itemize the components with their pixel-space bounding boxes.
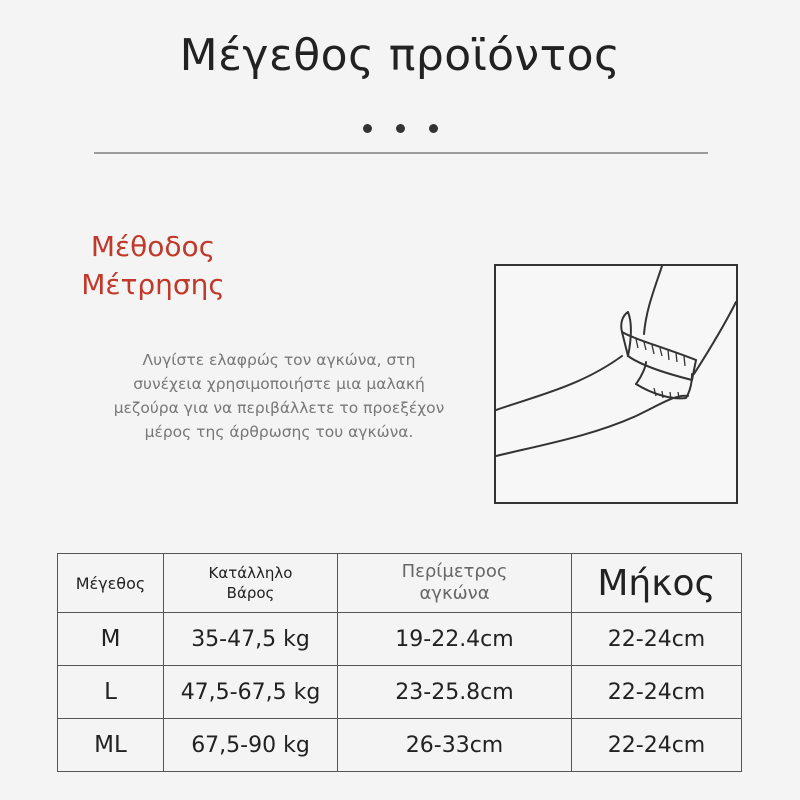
measurement-method-title [58,228,248,304]
measurement-instructions [74,348,484,444]
dot-icon [396,124,405,133]
divider [94,152,708,154]
dot-icon [429,124,438,133]
cell-circumference: 26-33cm [338,719,572,772]
cell-weight: 35-47,5 kg [164,613,338,666]
cell-circumference: 19-22.4cm [338,613,572,666]
elbow-measuring-illustration [494,264,738,504]
header-circ-line1: Περίμετρος [401,561,508,582]
table-row [58,719,742,772]
header-length: Μήκος [572,554,742,613]
cell-size: ML [58,719,164,772]
method-title-line1: Μέθοδος [90,230,216,263]
table-row [58,666,742,719]
header-size: Μέγεθος [58,554,164,613]
cell-length: 22-24cm [572,666,742,719]
size-chart-table [57,553,742,772]
cell-length: 22-24cm [572,719,742,772]
instruction-line: μέρος της άρθρωσης του αγκώνα. [144,423,414,441]
table-header-row [58,554,742,613]
cell-size: M [58,613,164,666]
instruction-line: Λυγίστε ελαφρώς τον αγκώνα, στη [142,351,416,369]
header-elbow-circumference [338,554,572,613]
dot-icon [363,124,372,133]
table-row [58,613,742,666]
header-circ-line2: αγκώνα [419,583,490,604]
instruction-line: συνέχεια χρησιμοποιήστε μια μαλακή [133,375,425,393]
cell-weight: 47,5-67,5 kg [164,666,338,719]
cell-size: L [58,666,164,719]
cell-circumference: 23-25.8cm [338,666,572,719]
header-weight-line2: Βάρος [226,584,275,602]
ellipsis-dots [0,118,800,137]
instruction-line: μεζούρα για να περιβάλλετε το προεξέχον [113,399,445,417]
header-weight [164,554,338,613]
page-title: Μέγεθος προϊόντος [179,30,621,81]
cell-length: 22-24cm [572,613,742,666]
header-weight-line1: Κατάλληλο [208,564,293,582]
elbow-measuring-tape-icon [496,266,736,502]
cell-weight: 67,5-90 kg [164,719,338,772]
method-title-line2: Μέτρησης [81,268,225,301]
